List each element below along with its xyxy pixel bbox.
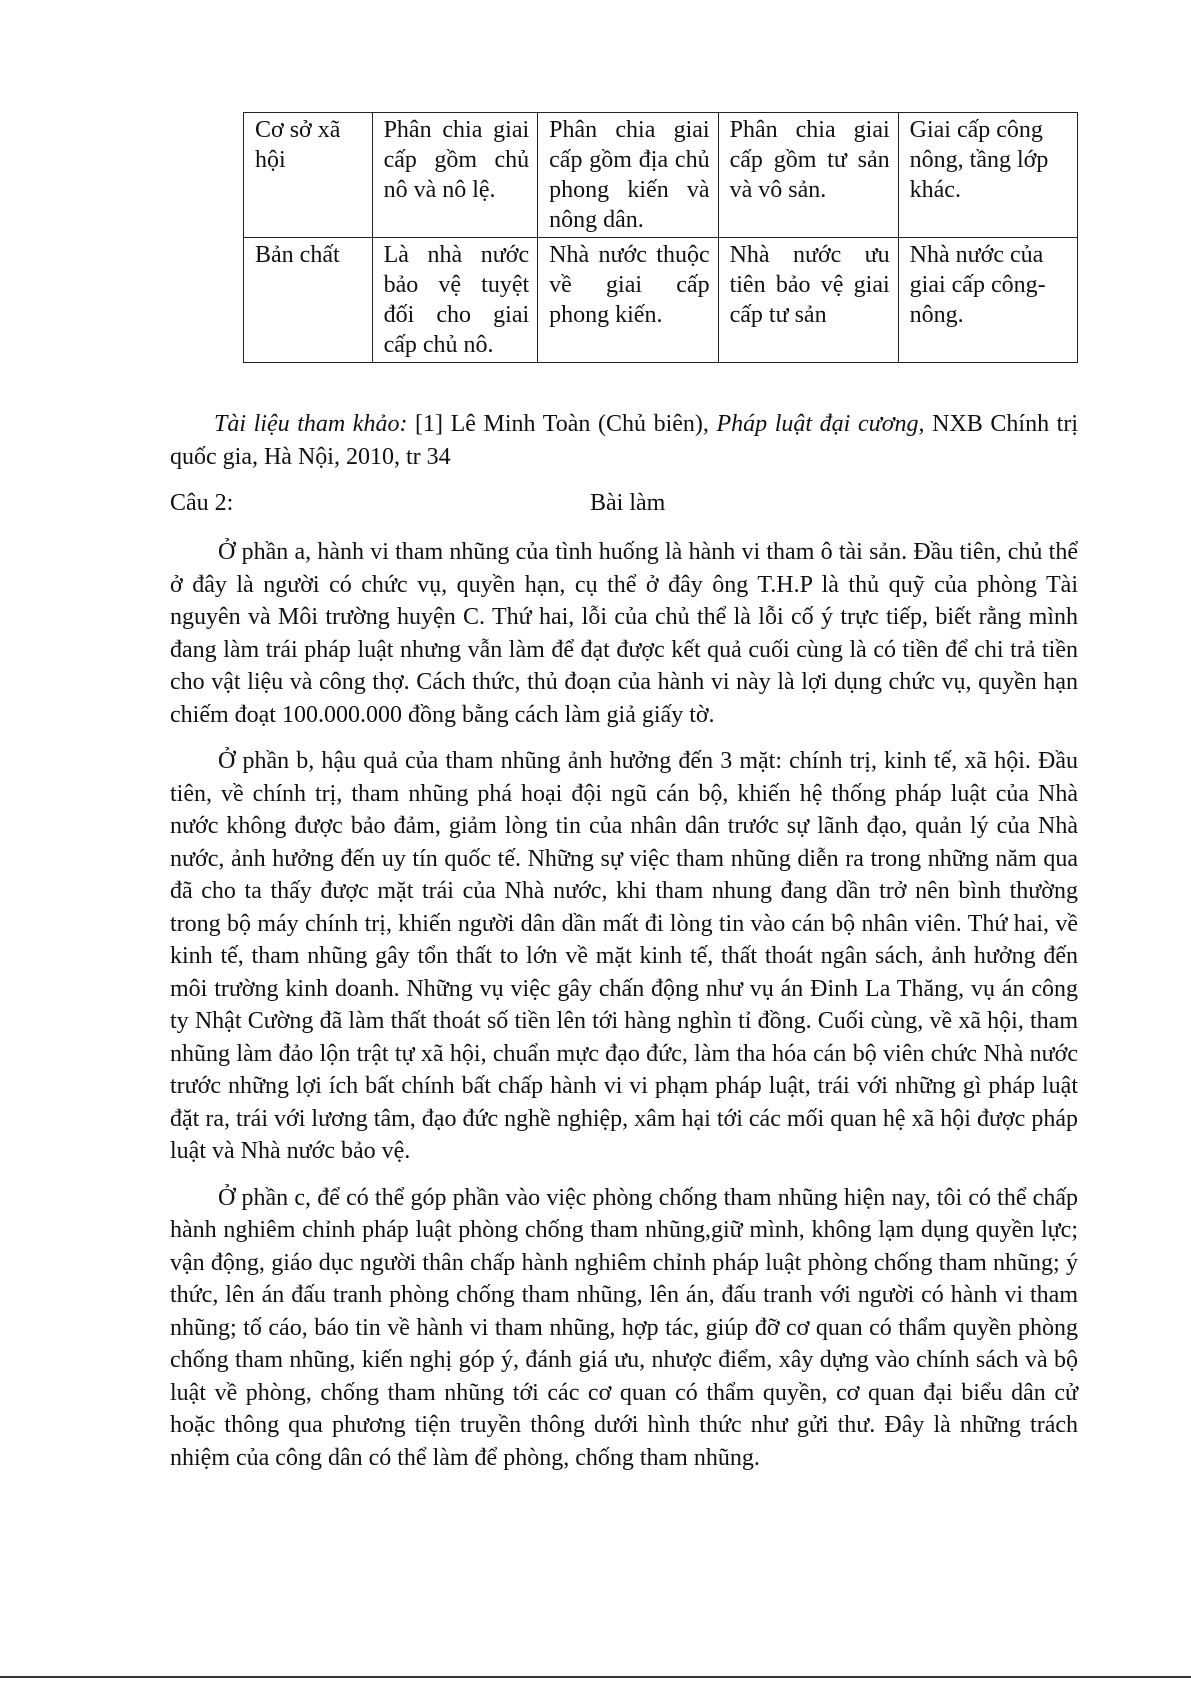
reference-publisher: NXB Chính trị quốc gia, Hà Nội, 2010, tr 34 [170,411,1078,470]
question-number: Câu 2: [170,490,234,516]
reference-citation [170,408,1078,473]
answer-title: Bài làm [590,490,666,516]
table-row [244,113,1078,238]
footer-divider [0,1676,1191,1678]
paragraph-part-c: Ở phần c, để có thể góp phần vào việc phòng chống tham nhũng hiện nay, tôi có thể chấp hành nghiêm chỉnh pháp luật phòng chống tham nhũng,giữ mình, không lạm dụng quyền lực; vận động, giáo dục người thân chấp hành nghiêm chỉnh pháp luật phòng chống tham nhũng; ý thức, lên án đấu tranh phòng chống tham nhũng, lên án, đấu tranh với người có hành vi tham nhũng; tố cáo, báo tin về hành vi tham nhũng, hợp tác, giúp đỡ cơ quan có thẩm quyền phòng chống tham nhũng, kiến nghị góp ý, đánh giá ưu, nhược điểm, xây dựng vào chính sách và bộ luật về phòng, chống tham nhũng tới các cơ quan có thẩm quyền, cơ quan đại biểu dân cử hoặc thông qua phương tiện truyền thông dưới hình thức như gửi thư. Đây là những trách nhiệm của công dân có thể làm để phòng, chống tham nhũng. [170,1184,1078,1471]
question-heading [170,487,1078,520]
table-cell: Phân chia giai cấp gồm tư sản và vô sản. [718,113,898,238]
table-cell: Giai cấp công nông, tầng lớp khác. [898,113,1077,238]
page-content [170,112,1078,1474]
reference-author: [1] Lê Minh Toàn (Chủ biên), [407,411,717,437]
paragraph-part-b: Ở phần b, hậu quả của tham nhũng ảnh hưởng đến 3 mặt: chính trị, kinh tế, xã hội. Đầu tiên, về chính trị, tham nhũng phá hoại đội ngũ cán bộ, khiến hệ thống pháp luật của Nhà nước không được bảo đảm, giảm lòng tin của nhân dân trước sự lãnh đạo, quản lý của Nhà nước, ảnh hưởng đến uy tín quốc tế. Những sự việc tham nhũng diễn ra trong những năm qua đã cho ta thấy được mặt trái của Nhà nước, khi tham nhung đang dần trở nên bình thường trong bộ máy chính trị, khiến người dân dần mất đi lòng tin vào cán bộ nhân viên. Thứ hai, về kinh tế, tham nhũng gây tổn thất to lớn về mặt kinh tế, thất thoát ngân sách, ảnh hưởng đến môi trường kinh doanh. Những vụ việc gây chấn động như vụ án Đinh La Thăng, vụ án công ty Nhật Cường đã làm thất thoát số tiền lên tới hàng nghìn tỉ đồng. Cuối cùng, về xã hội, tham nhũng làm đảo lộn trật tự xã hội, chuẩn mực đạo đức, làm tha hóa cán bộ viên chức Nhà nước trước những lợi ích bất chính bất chấp hành vi vi phạm pháp luật, trái với những gì pháp luật đặt ra, trái với lương tâm, đạo đức nghề nghiệp, xâm hại tới các mối quan hệ xã hội được pháp luật và Nhà nước bảo vệ. [170,748,1078,1164]
table-cell: Là nhà nước bảo vệ tuyệt đối cho giai cấp chủ nô. [372,238,538,363]
reference-label: Tài liệu tham khảo: [214,411,408,437]
table-cell: Nhà nước ưu tiên bảo vệ giai cấp tư sản [718,238,898,363]
table-cell: Phân chia giai cấp gồm chủ nô và nô lệ. [372,113,538,238]
paragraph-part-a: Ở phần a, hành vi tham nhũng của tình huống là hành vi tham ô tài sản. Đầu tiên, chủ thể ở đây là người có chức vụ, quyền hạn, cụ thể ở đây ông T.H.P là thủ quỹ của phòng Tài nguyên và Môi trường huyện C. Thứ hai, lỗi của chủ thể là lỗi cố ý trực tiếp, biết rằng mình đang làm trái pháp luật nhưng vẫn làm để đạt được kết quả cuối cùng là có tiền để chi trả tiền cho vật liệu và công thợ. Cách thức, thủ đoạn của hành vi này là lợi dụng chức vụ, quyền hạn chiếm đoạt 100.000.000 đồng bằng cách làm giả giấy tờ. [170,539,1078,728]
table-cell: Nhà nước của giai cấp công-nông. [898,238,1077,363]
table-cell: Phân chia giai cấp gồm địa chủ phong kiến và nông dân. [538,113,718,238]
table-cell: Nhà nước thuộc về giai cấp phong kiến. [538,238,718,363]
table-row-label: Bản chất [244,238,373,363]
comparison-table [243,112,1078,363]
table-row [244,238,1078,363]
table-row-label: Cơ sở xã hội [244,113,373,238]
reference-book-title: Pháp luật đại cương, [716,411,925,437]
